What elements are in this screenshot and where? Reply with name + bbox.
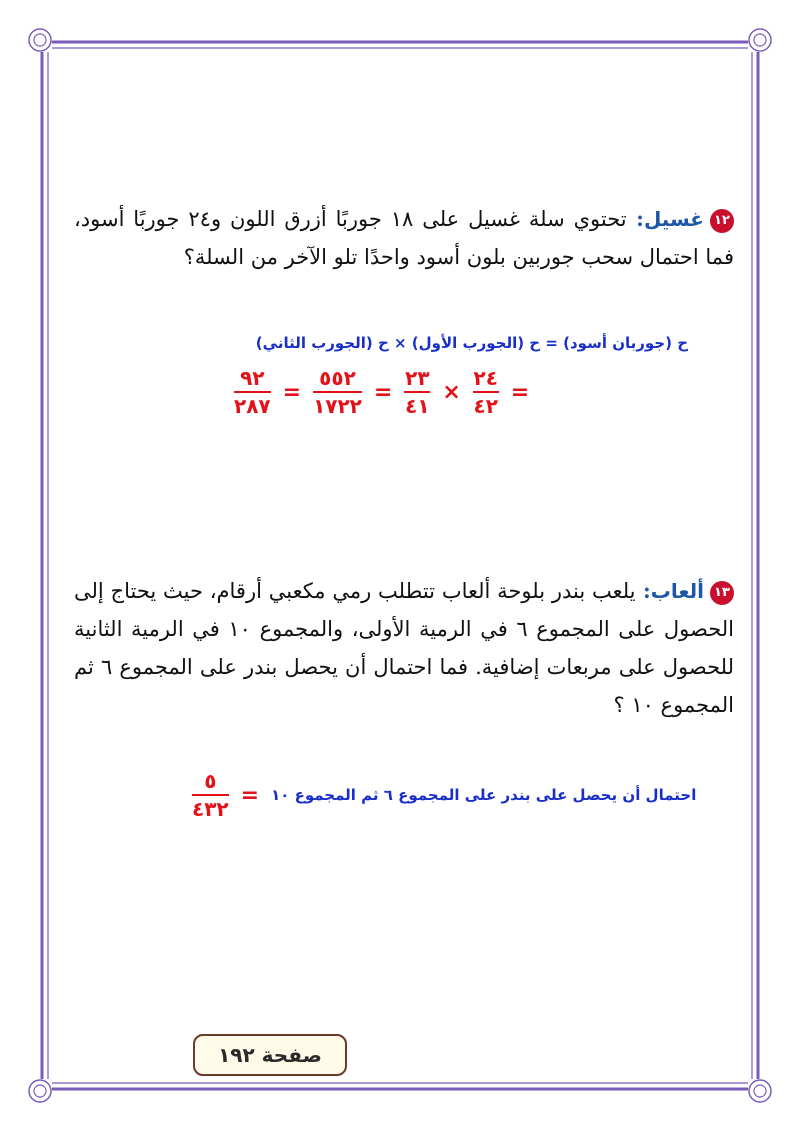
answer-text: احتمال أن يحصل على بندر على المجموع ٦ ثم المجموع ١٠ xyxy=(271,786,697,804)
problem-12: ١٢غسيل: تحتوي سلة غسيل على ١٨ جوربًا أزرق اللون و٢٤ جوربًا أسود، فما احتمال سحب جوربين بلون أسود واحدًا تلو الآخر من السلة؟ xyxy=(74,206,734,269)
equals-sign: = xyxy=(240,782,260,808)
probability-formula: ح (جوربان أسود) = ح (الجورب الأول) × ح (الجورب الثاني) xyxy=(255,334,688,352)
problem-13: ١٣ألعاب: يلعب بندر بلوحة ألعاب تتطلب رمي مكعبي أرقام، حيث يحتاج إلى الحصول على المجموع ٦ في الرمية الأولى، والمجموع ١٠ في الرمية الثانية للحصول على مربعات إضافية. فما احتمال أن يحصل بندر على المجموع ٦ ثم المجموع ١٠ ؟ xyxy=(74,578,735,717)
problem-keyword: غسيل xyxy=(643,207,704,231)
equals-sign: = xyxy=(373,379,393,405)
equals-sign: = xyxy=(510,379,530,405)
problem-number-badge: ١٣ xyxy=(710,581,734,605)
problem-number-badge: ١٢ xyxy=(710,209,734,233)
problem-text: تحتوي سلة غسيل على ١٨ جوربًا أزرق اللون و٢٤ جوربًا أسود، فما احتمال سحب جوربين بلون أسود واحدًا تلو الآخر من السلة؟ xyxy=(74,207,734,269)
solution-fractions xyxy=(234,364,564,420)
problem-text: يلعب بندر بلوحة ألعاب تتطلب رمي مكعبي أرقام، حيث يحتاج إلى الحصول على المجموع ٦ في الرمية الأولى، والمجموع ١٠ في الرمية الثانية للحصول على مربعات إضافية. فما احتمال أن يحصل بندر على المجموع ٦ ثم المجموع ١٠ ؟ xyxy=(74,579,735,717)
page-number: صفحة ١٩٢ xyxy=(193,1034,347,1076)
times-sign: × xyxy=(442,379,461,405)
fraction-product: $\frac{٥٥٢}{١٧٢٢}$ xyxy=(313,366,362,418)
fraction-second-sock: $\frac{٢٣}{٤١}$ xyxy=(405,366,430,418)
answer-13 xyxy=(192,770,712,820)
fraction-result: $\frac{٩٢}{٢٨٧}$ xyxy=(234,366,271,418)
answer-fraction: $\frac{٥}{٤٣٢}$ xyxy=(192,769,229,821)
fraction-first-sock: $\frac{٢٤}{٤٢}$ xyxy=(473,366,498,418)
problem-keyword: ألعاب xyxy=(650,579,704,603)
equals-sign: = xyxy=(282,379,302,405)
